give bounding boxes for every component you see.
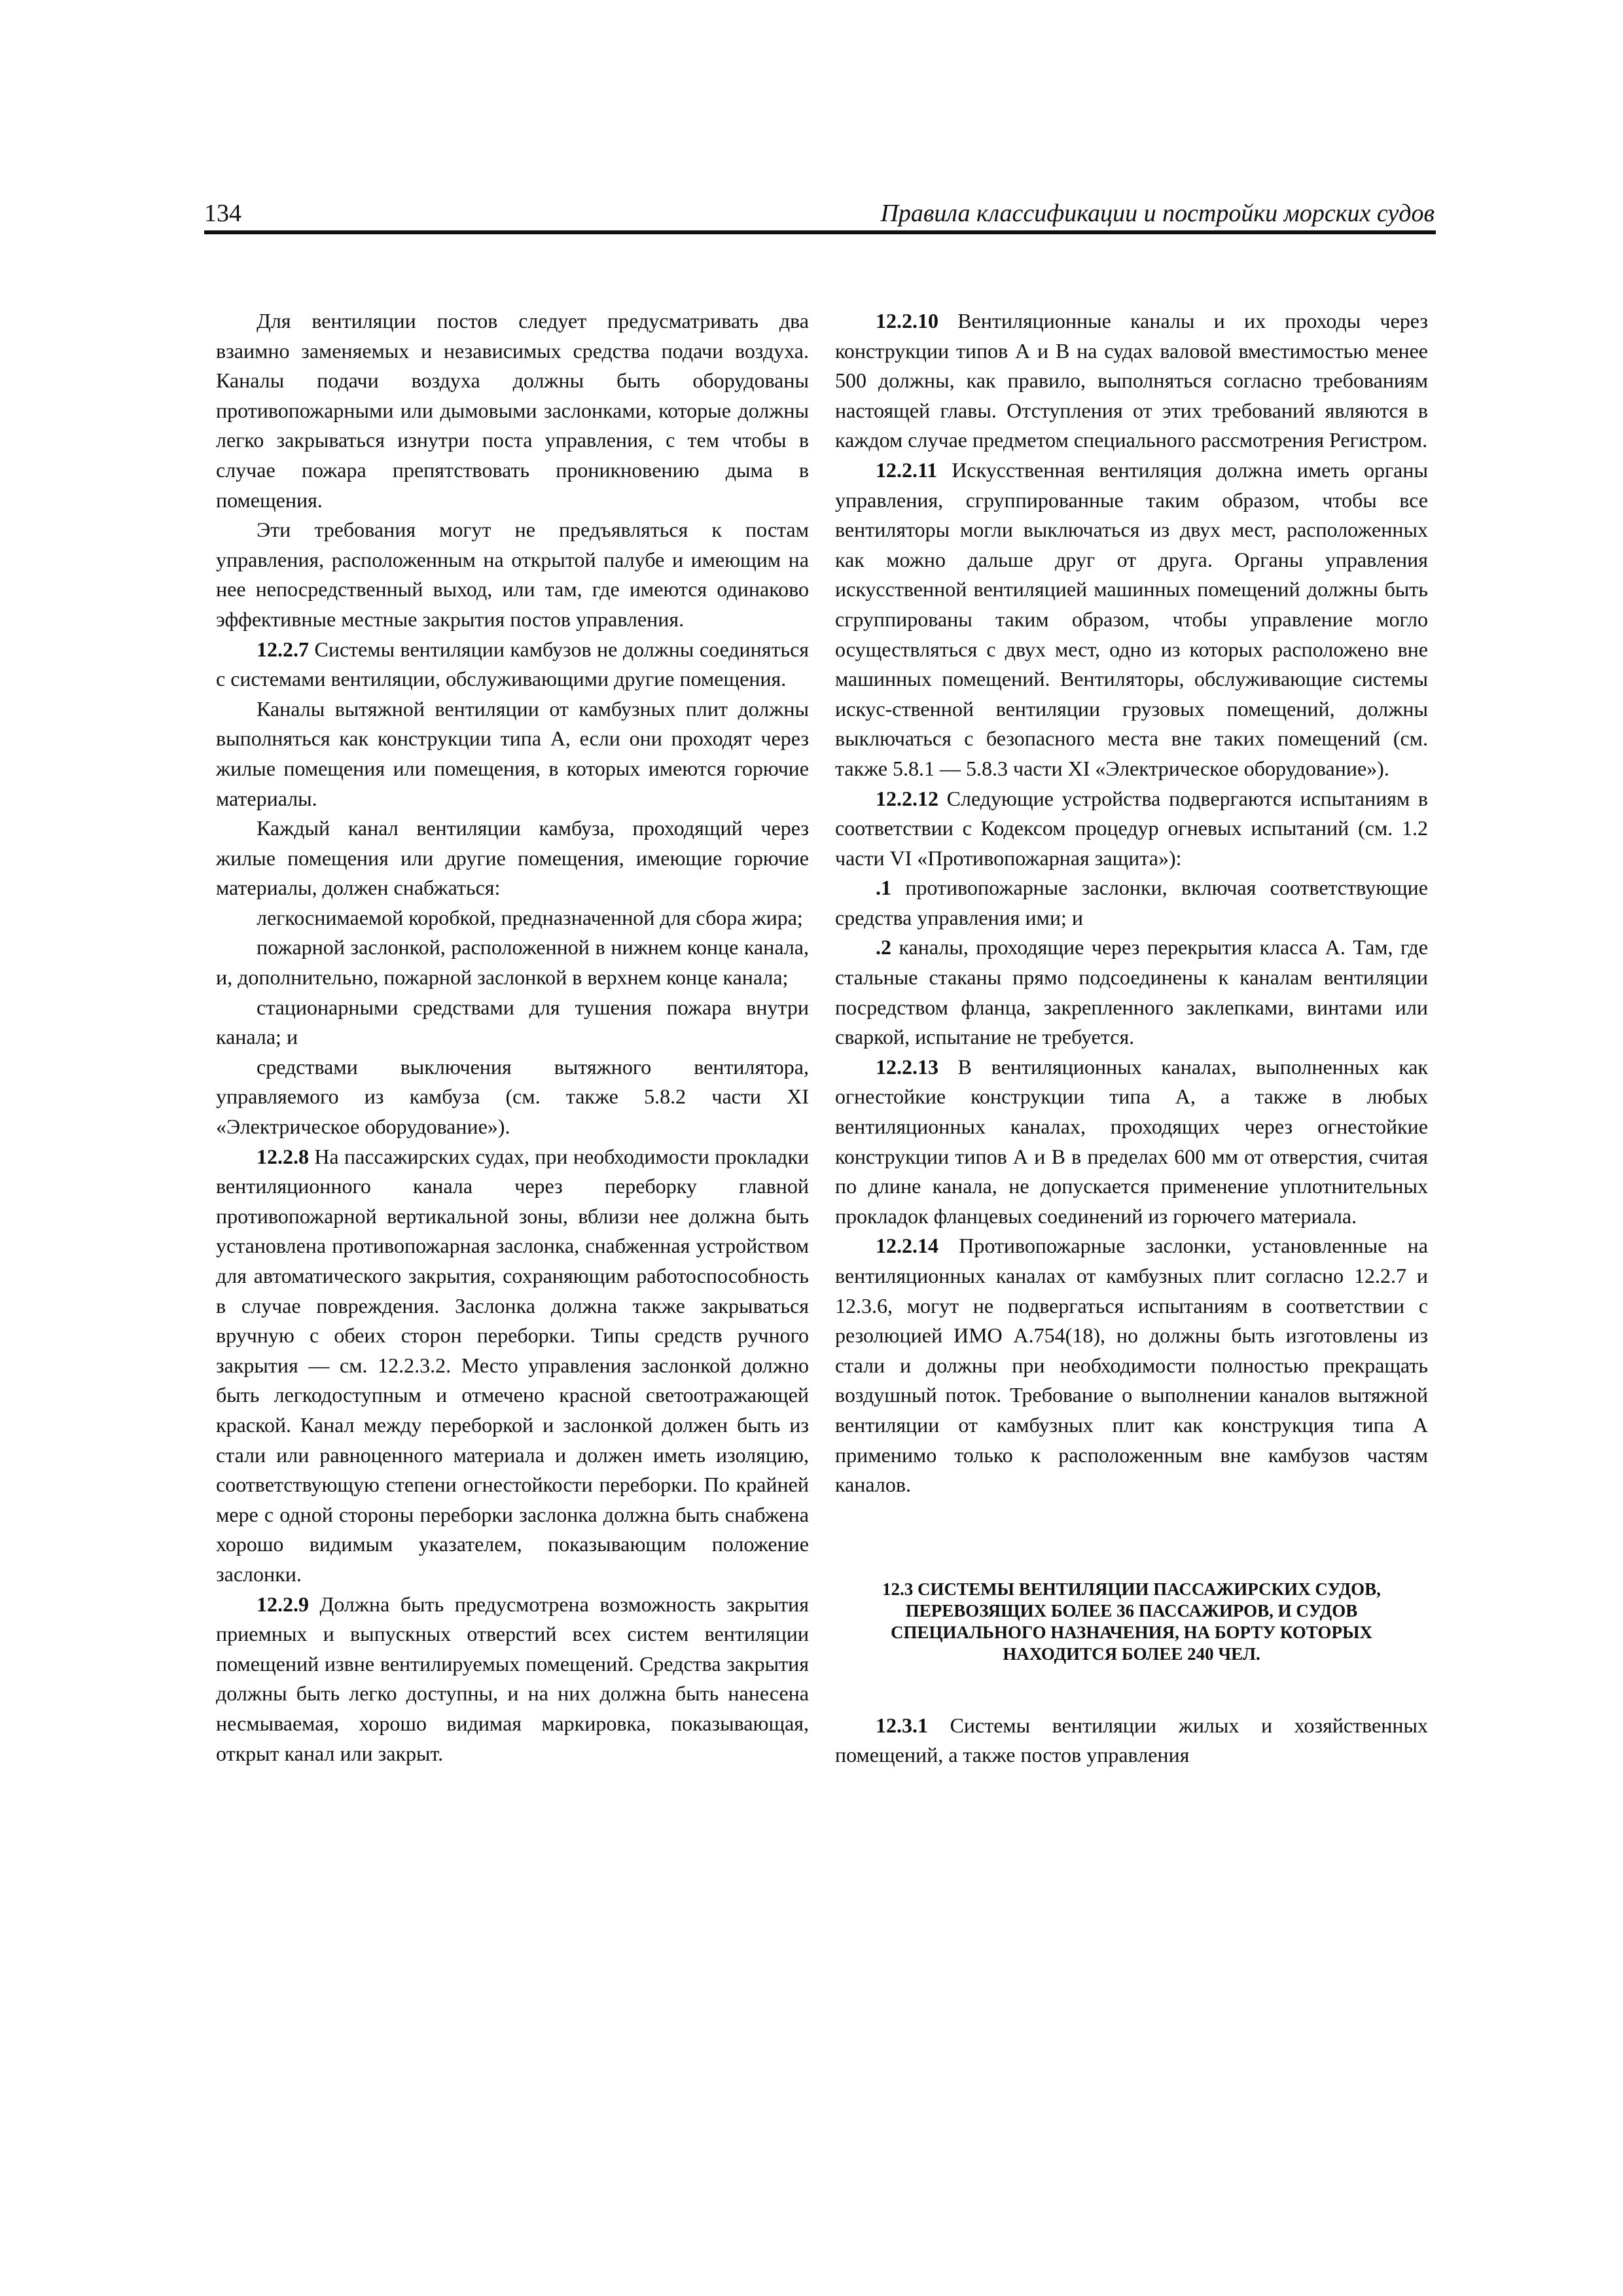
- page-header: [204, 194, 1435, 233]
- paragraph-text: средствами выключения вытяжного вентилятора, управляемого из камбуза (см. также 5.8.2 части XI «Электрическое оборудование»).: [216, 1054, 809, 1139]
- paragraph-text: стационарными средствами для тушения пожара внутри канала; и: [216, 995, 809, 1049]
- paragraph-text: противопожарные заслонки, включая соответствующие средства управления ими; и: [835, 876, 1428, 929]
- paragraph-text: пожарной заслонкой, расположенной в нижнем конце канала, и, дополнительно, пожарной заслонкой в верхнем конце канала;: [216, 935, 809, 990]
- paragraph: [216, 903, 809, 933]
- paragraph-text: легкоснимаемой коробкой, предназначенной для сбора жира;: [257, 905, 803, 929]
- paragraph: [216, 515, 809, 634]
- paragraph: [216, 694, 809, 814]
- header-rule: [204, 230, 1436, 234]
- running-title: Правила классификации и постройки морских судов: [880, 200, 1435, 227]
- paragraph: [216, 933, 809, 992]
- paragraph-text: Системы вентиляции камбузов не должны соединяться с системами вентиляции, обслуживающими другие помещения.: [216, 637, 809, 691]
- paragraph-text: Искусственная вентиляция должна иметь органы управления, сгруппированные таким образом, чтобы все вентиляторы могли выключаться из двух мест, расположенных как можно дальше друг от друга. Органы управления искусственной вентиляцией машинных помещений должны быть сгруппированы таким образом, чтобы управление могло осуществляться с двух мест, одно из которых расположено вне машинных помещений. Вентиляторы, обслуживающие системы искус-ственной вентиляции грузовых помещений, должны выключаться с безопасного места вне таких помещений (см. также 5.8.1 — 5.8.3 части XI «Электрическое оборудование»).: [835, 457, 1428, 780]
- paragraph-number: 12.2.8: [257, 1144, 309, 1168]
- paragraph: [835, 784, 1428, 874]
- paragraph: [216, 1142, 809, 1590]
- paragraph: [835, 1231, 1428, 1499]
- paragraph-number: 12.2.10: [876, 309, 938, 332]
- paragraph-text: Каждый канал вентиляции камбуза, проходящий через жилые помещения или другие помещения, имеющие горючие материалы, должен снабжаться:: [216, 816, 809, 900]
- paragraph-text: Системы вентиляции жилых и хозяйственных помещений, а также постов управления: [835, 1713, 1428, 1767]
- paragraph-number: 12.2.13: [876, 1054, 938, 1079]
- paragraph-number: .2: [876, 935, 891, 960]
- paragraph-text: Следующие устройства подвергаются испытаниям в соответствии с Кодексом процедур огневых испытаний (см. 1.2 части VI «Противопожарная защита»):: [835, 786, 1428, 870]
- page-number: 134: [204, 200, 241, 227]
- paragraph: [835, 873, 1428, 933]
- left-column: [216, 306, 809, 1768]
- paragraph-text: В вентиляционных каналах, выполненных как огнестойкие конструкции типа А, а также в любых вентиляционных каналах, проходящих через огнестойкие конструкции типов А и В в пределах 600 мм от отверстия, считая по длине канала, не допускается применение уплотнительных прокладок фланцевых соединений из горючего материала.: [835, 1054, 1428, 1228]
- paragraph: [835, 1052, 1428, 1232]
- paragraph-text: Вентиляционные каналы и их проходы через конструкции типов А и В на судах валовой вместимостью менее 500 должны, как правило, выполняться согласно требованиям настоящей главы. Отступления от этих требований являются в каждом случае предметом специального рассмотрения Регистром.: [835, 309, 1428, 452]
- paragraph-text: Противопожарные заслонки, установленные на вентиляционных каналах от камбузных плит согласно 12.2.7 и 12.3.6, могут не подвергаться испытаниям в соответствии с резолюцией ИМО А.754(18), но должны быть изготовлены из стали и должны при необходимости полностью прекращать воздушный поток. Требование о выполнении каналов вытяжной вентиляции от камбузных плит как конструкция типа А применимо только к расположенным вне камбузов частям каналов.: [835, 1234, 1428, 1497]
- paragraph-text: Должна быть предусмотрена возможность закрытия приемных и выпускных отверстий всех систем вентиляции помещений извне вентилируемых помещений. Средства закрытия должны быть легко доступны, и на них должна быть нанесена несмываемая, хорошо видимая маркировка, показывающая, открыт канал или закрыт.: [216, 1592, 809, 1765]
- paragraph-text: Каналы вытяжной вентиляции от камбузных плит должны выполняться как конструкции типа А, если они проходят через жилые помещения или помещения, в которых имеются горючие материалы.: [216, 696, 809, 810]
- paragraph-number: 12.3.1: [876, 1713, 928, 1737]
- paragraph: [216, 993, 809, 1052]
- paragraph: [835, 306, 1428, 456]
- paragraph: [216, 635, 809, 694]
- paragraph: [835, 456, 1428, 784]
- right-column: [835, 306, 1428, 1770]
- paragraph-text: Для вентиляции постов следует предусматривать два взаимно заменяемых и независимых средства подачи воздуха. Каналы подачи воздуха должны быть оборудованы противопожарными или дымовыми заслонками, которые должны легко закрываться изнутри поста управления, с тем чтобы в случае пожара препятствовать проникновению дыма в помещения.: [216, 309, 809, 512]
- paragraph-text: каналы, проходящие через перекрытия класса А. Там, где стальные стаканы прямо подсоединены к каналам вентиляции посредством фланца, закрепленного заклепками, винтами или сваркой, испытание не требуется.: [835, 935, 1428, 1049]
- paragraph-text: Эти требования могут не предъявляться к постам управления, расположенным на открытой палубе и имеющим на нее непосредственный выход, или там, где имеются одинаково эффективные местные закрытия постов управления.: [216, 518, 809, 631]
- paragraph-number: .1: [876, 876, 891, 900]
- section-heading: 12.3 СИСТЕМЫ ВЕНТИЛЯЦИИ ПАССАЖИРСКИХ СУДОВ, ПЕРЕВОЗЯЩИХ БОЛЕЕ 36 ПАССАЖИРОВ, И СУДОВ СПЕЦИАЛЬНОГО НАЗНАЧЕНИЯ, НА БОРТУ КОТОРЫХ НАХОДИТСЯ БОЛЕЕ 240 ЧЕЛ.: [882, 1579, 1381, 1664]
- paragraph-number: 12.2.9: [257, 1592, 309, 1616]
- paragraph-number: 12.2.12: [876, 786, 938, 810]
- paragraph-number: 12.2.11: [876, 457, 938, 482]
- paragraph-number: 12.2.14: [876, 1234, 938, 1258]
- paragraph: [835, 1711, 1428, 1770]
- paragraph-number: 12.2.7: [257, 637, 309, 661]
- paragraph: [216, 1052, 809, 1142]
- paragraph: [835, 933, 1428, 1052]
- paragraph: [216, 1590, 809, 1769]
- paragraph-text: На пассажирских судах, при необходимости прокладки вентиляционного канала через переборку главной противопожарной вертикальной зоны, вблизи нее должна быть установлена противопожарная заслонка, снабженная устройством для автоматического закрытия, сохраняющим работоспособность в случае повреждения. Заслонка должна также закрываться вручную с обеих сторон переборки. Типы средств ручного закрытия — см. 12.2.3.2. Место управления заслонкой должно быть легкодоступным и отмечено красной светоотражающей краской. Канал между переборкой и заслонкой должен быть из стали или равноценного материала и должен иметь изоляцию, соответствующую степени огнестойкости переборки. По крайней мере с одной стороны переборки заслонка должна быть снабжена хорошо видимым указателем, показывающим положение заслонки.: [216, 1144, 809, 1586]
- paragraph: [216, 814, 809, 903]
- paragraph: [216, 306, 809, 515]
